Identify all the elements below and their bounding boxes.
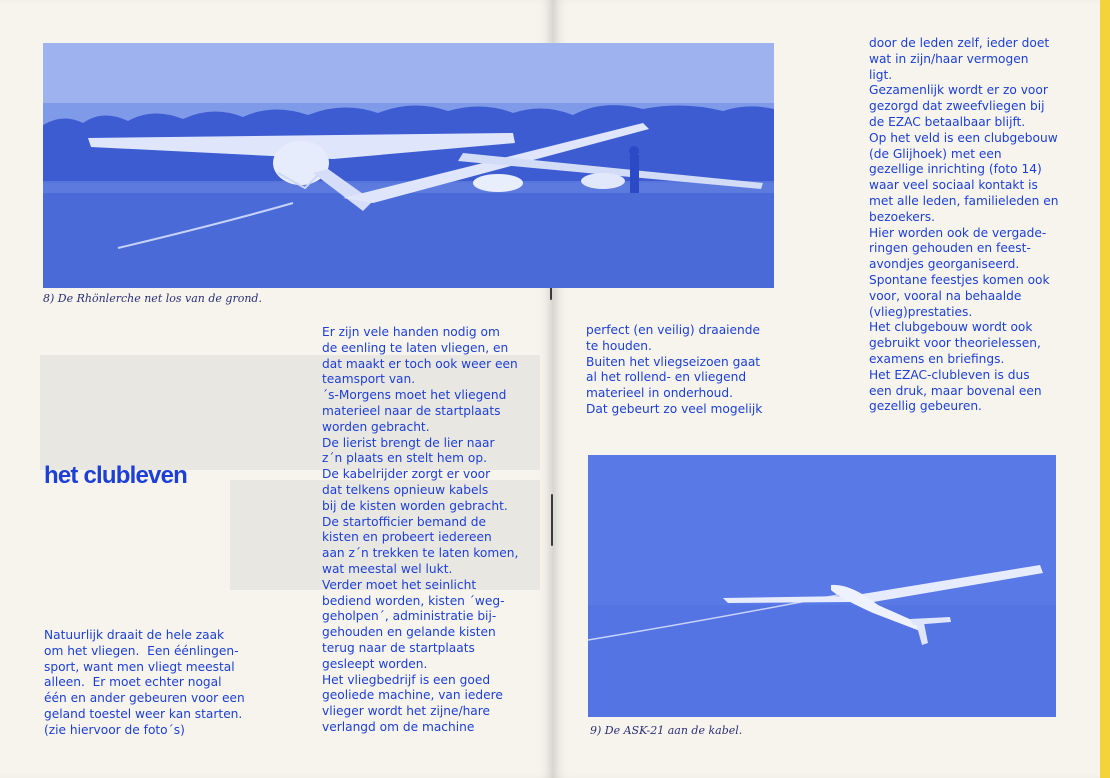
photo8-sky-light <box>43 43 774 103</box>
section-heading: het clubleven <box>44 462 187 489</box>
text-column-left: Natuurlijk draait de hele zaak om het vliegen. Een éénlingen- sport, want men vliegt meestal alleen. Er moet echter nogal één en ander gebeuren voor een geland toestel weer kan starten. (zie hiervoor de foto´s) <box>44 628 245 737</box>
text-column-middle: Er zijn vele handen nodig om de eenling te laten vliegen, en dat maakt er toch ook weer een teamsport van. ´s-Morgens moet het vliegend materieel naar de startplaats worden gebracht. De lierist brengt de lier naar z´n plaats en stelt hem op. De kabelrijder zorgt er voor dat telkens opnieuw kabels bij de kisten worden gebracht. De startofficier bemand de kisten en probeert iedereen aan z´n trekken te laten komen, wat meestal wel lukt. Verder moet het seinlicht bediend worden, kisten ´weg- geholpen´, administratie bij- gehouden en gelande kisten terug naar de startplaats gesleept worden. Het vliegbedrijf is een goed geoliede machine, van iedere vlieger wordt het zijne/hare verlangd om de machine <box>322 325 519 734</box>
staple <box>551 494 553 546</box>
photo8-person-head <box>629 146 639 156</box>
text-column-right-top: door de leden zelf, ieder doet wat in zijn/haar vermogen ligt. Gezamenlijk wordt er zo voor gezorgd dat zweefvliegen bij de EZAC betaalbaar blijft. Op het veld is een clubgebouw (de Glijhoek) met een gezellige inrichting (foto 14) waar veel sociaal kontakt is met alle leden, familieleden en bezoekers. Hier worden ook de vergade- ringen gehouden en feest- avondjes georganiseerd. Spontane feestjes komen ook voor, vooral na behaalde (vlieg)prestaties. Het clubgebouw wordt ook gebruikt voor theorielessen, examens en briefings. Het EZAC-clubleven is dus een druk, maar bovenal een gezellig gebeuren. <box>869 36 1059 414</box>
photo-ask21 <box>588 455 1056 717</box>
photo9-caption: 9) De ASK-21 aan de kabel. <box>590 724 743 737</box>
page-edge-strip <box>1100 0 1110 778</box>
text-column-right-lower: perfect (en veilig) draaiende te houden. Buiten het vliegseizoen gaat al het rollend- en vliegend materieel in onderhoud. Dat gebeurt zo veel mogelijk <box>586 323 763 416</box>
photo8-person <box>630 155 639 193</box>
photo-rhonlerche <box>43 43 774 288</box>
photo8-bg-glider-body <box>473 174 523 192</box>
photo8-bg-glider2-body <box>581 173 625 189</box>
photo9-sky-gradient <box>588 605 1056 717</box>
photo8-ground <box>43 183 774 288</box>
photo8-caption: 8) De Rhönlerche net los van de grond. <box>43 292 262 305</box>
